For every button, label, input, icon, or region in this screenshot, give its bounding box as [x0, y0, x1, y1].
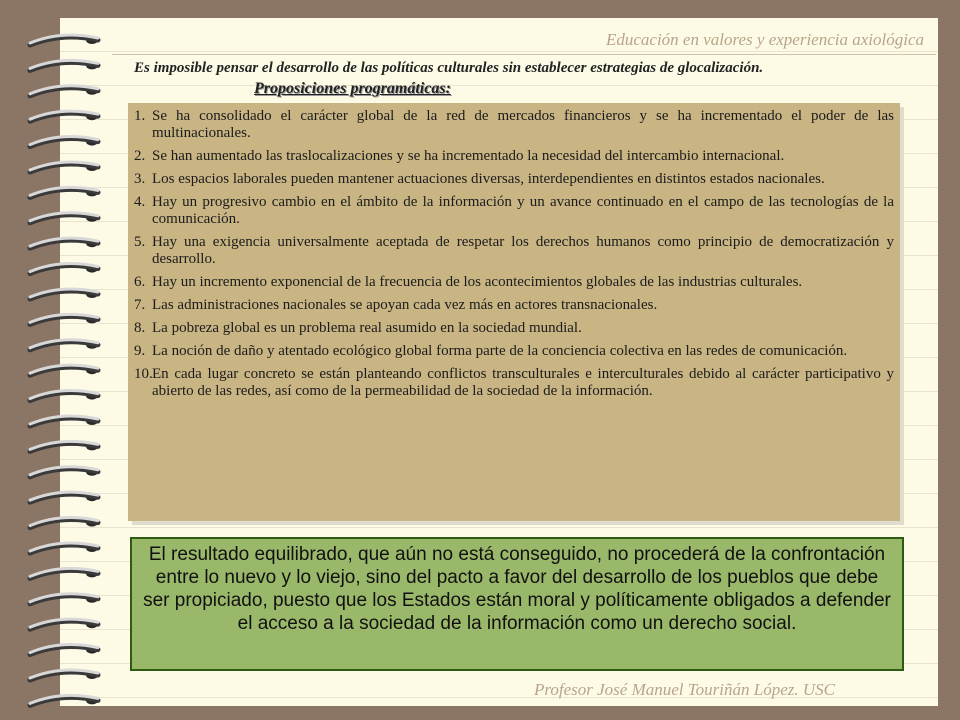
spiral-ring [30, 441, 98, 451]
item-number: 4. [134, 194, 146, 210]
list-item [136, 194, 894, 228]
list-item [136, 171, 894, 188]
spiral-ring [30, 86, 98, 96]
footer-author: Profesor José Manuel Touriñán López. USC [534, 680, 835, 699]
intro-paragraph: Es imposible pensar el desarrollo de las políticas culturales sin establecer estrategias de glocalización. [134, 60, 764, 76]
item-text: Hay una exigencia universalmente aceptada de respetar los derechos humanos como principio de democratización y desarrollo. [152, 234, 894, 267]
spiral-ring [30, 137, 98, 147]
item-text: Hay un progresivo cambio en el ámbito de la información y un avance continuado en el campo de las tecnologías de la comunicación. [152, 194, 894, 227]
item-text: La noción de daño y atentado ecológico global forma parte de la conciencia colectiva en las redes de comunicación. [152, 343, 848, 359]
item-text: En cada lugar concreto se están planteando conflictos transculturales e interculturales debido al carácter participativo y abierto de las redes, así como de la permeabilidad de la sociedad de la información. [152, 366, 894, 399]
spiral-ring [30, 162, 98, 172]
item-number: 6. [134, 274, 146, 290]
conclusion-box: El resultado equilibrado, que aún no está conseguido, no procederá de la confrontación entre lo nuevo y lo viejo, sino del pacto a favor del desarrollo de los pueblos que debe ser propiciado, puesto que los Estados están moral y políticamente obligados a defender el acceso a la sociedad de la información como un derecho social. [130, 537, 904, 671]
spiral-ring [30, 467, 98, 477]
list-item [136, 274, 894, 291]
list-item [136, 297, 894, 314]
item-text: Se ha consolidado el carácter global de la red de mercados financieros y se ha incrementado el poder de las multinacionales. [152, 108, 894, 141]
spiral-ring [30, 340, 98, 350]
item-number: 8. [134, 320, 146, 336]
section-title: Proposiciones programáticas: [254, 80, 451, 97]
item-number: 2. [134, 148, 146, 164]
spiral-ring [30, 111, 98, 121]
list-item [136, 234, 894, 268]
item-text: La pobreza global es un problema real asumido en la sociedad mundial. [152, 320, 582, 336]
item-text: Se han aumentado las traslocalizaciones y se ha incrementado la necesidad del intercambio internacional. [152, 148, 785, 164]
header-divider [112, 54, 936, 55]
list-item [136, 343, 894, 360]
spiral-ring [30, 568, 98, 578]
spiral-ring [30, 619, 98, 629]
spiral-ring [30, 695, 98, 705]
item-text: Las administraciones nacionales se apoyan cada vez más en actores transnacionales. [152, 297, 658, 313]
item-number: 9. [134, 343, 146, 359]
item-text: Los espacios laborales pueden mantener actuaciones diversas, interdependientes en distintos estados nacionales. [152, 171, 825, 187]
spiral-ring [30, 314, 98, 324]
list-item [136, 148, 894, 165]
proposals-box [128, 103, 900, 521]
spiral-ring [30, 645, 98, 655]
spiral-ring [30, 238, 98, 248]
spiral-ring [30, 365, 98, 375]
item-text: Hay un incremento exponencial de la frecuencia de los acontecimientos globales de las industrias culturales. [152, 274, 803, 290]
spiral-ring [30, 543, 98, 553]
header-title: Educación en valores y experiencia axiológica [605, 30, 924, 49]
spiral-ring [30, 416, 98, 426]
list-item [136, 366, 894, 400]
item-number: 3. [134, 171, 146, 187]
item-number: 1. [134, 108, 146, 124]
spiral-ring [30, 213, 98, 223]
spiral-ring [30, 187, 98, 197]
item-number: 10. [134, 366, 153, 382]
spiral-ring [30, 35, 98, 45]
spiral-ring [30, 264, 98, 274]
list-item [136, 320, 894, 337]
spiral-ring [30, 670, 98, 680]
spiral-ring [30, 594, 98, 604]
spiral-ring [30, 391, 98, 401]
spiral-ring [30, 518, 98, 528]
item-number: 7. [134, 297, 146, 313]
spiral-ring [30, 492, 98, 502]
spiral-binding [0, 18, 110, 708]
item-number: 5. [134, 234, 146, 250]
spiral-ring [30, 60, 98, 70]
proposals-list [136, 108, 894, 400]
list-item [136, 108, 894, 142]
spiral-ring [30, 289, 98, 299]
